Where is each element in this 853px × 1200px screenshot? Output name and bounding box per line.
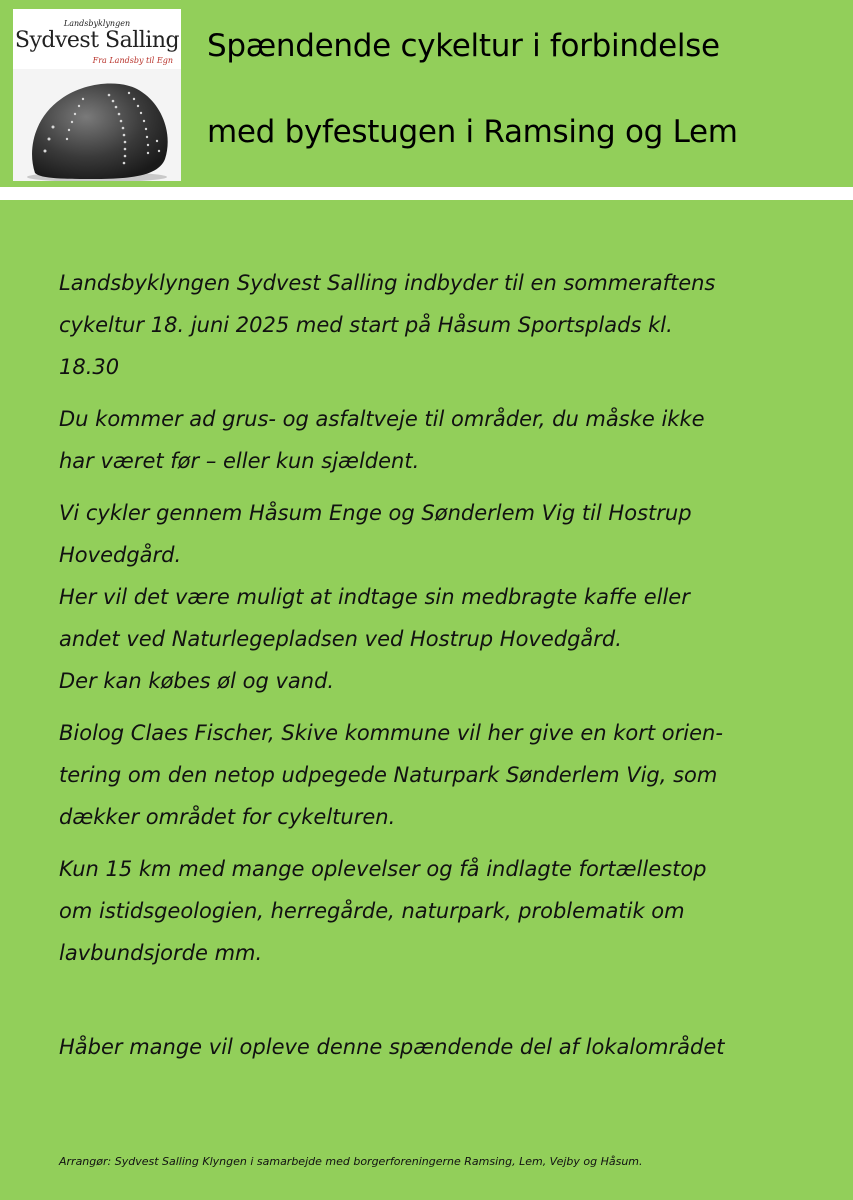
text-line: 18.30 [59,355,120,379]
text-line: tering om den netop udpegede Naturpark Sønderlem Vig, som [59,763,718,787]
text-line: Her vil det være muligt at indtage sin medbragte kaffe eller [59,585,690,609]
logo [13,9,181,181]
text-line: Biolog Claes Fischer, Skive kommune vil her give en kort orien- [59,721,723,745]
logo-tagline-text: Fra Landsby til Egn [92,56,173,65]
text-line: om istidsgeologien, herregårde, naturpark, problematik om [59,899,685,923]
text-line: Vi cykler gennem Håsum Enge og Sønderlem Vig til Hostrup [59,501,692,525]
stone-icon [13,69,181,181]
text-line: andet ved Naturlegepladsen ved Hostrup Hovedgård. [59,627,622,651]
divider [0,187,853,200]
paragraph-distance [59,848,829,974]
logo-name-text: Sydvest Salling [14,28,180,53]
paragraph-roads [59,398,829,482]
text-line: lavbundsjorde mm. [59,941,263,965]
text-line: Kun 15 km med mange oplevelser og få indlagte fortællestop [59,857,707,881]
paragraph-invitation [59,262,829,388]
paragraph-route [59,492,829,702]
text-line: Der kan købes øl og vand. [59,669,335,693]
paragraph-closing [59,1026,829,1068]
paragraph-biologist [59,712,829,838]
text-line: har været før – eller kun sjældent. [59,449,420,473]
title-line-1: Spændende cykeltur i forbindelse [207,28,720,64]
logo-club-text: Landsbyklyngen [63,19,131,28]
text-line: cykeltur 18. juni 2025 med start på Håsum Sportsplads kl. [59,313,673,337]
header [0,0,853,187]
text-line: Hovedgård. [59,543,182,567]
text-line: Landsbyklyngen Sydvest Salling indbyder til en sommeraftens [59,271,716,295]
text-line: dækker området for cykelturen. [59,805,396,829]
text-line: Du kommer ad grus- og asfaltveje til områder, du måske ikke [59,407,705,431]
title-line-2: med byfestugen i Ramsing og Lem [207,114,738,150]
text-line: Håber mange vil opleve denne spændende del af lokalområdet [59,1035,725,1059]
body-text [59,262,829,1068]
organizer-footer: Arrangør: Sydvest Salling Klyngen i samarbejde med borgerforeningerne Ramsing, Lem, Vejby og Håsum. [59,1155,643,1168]
